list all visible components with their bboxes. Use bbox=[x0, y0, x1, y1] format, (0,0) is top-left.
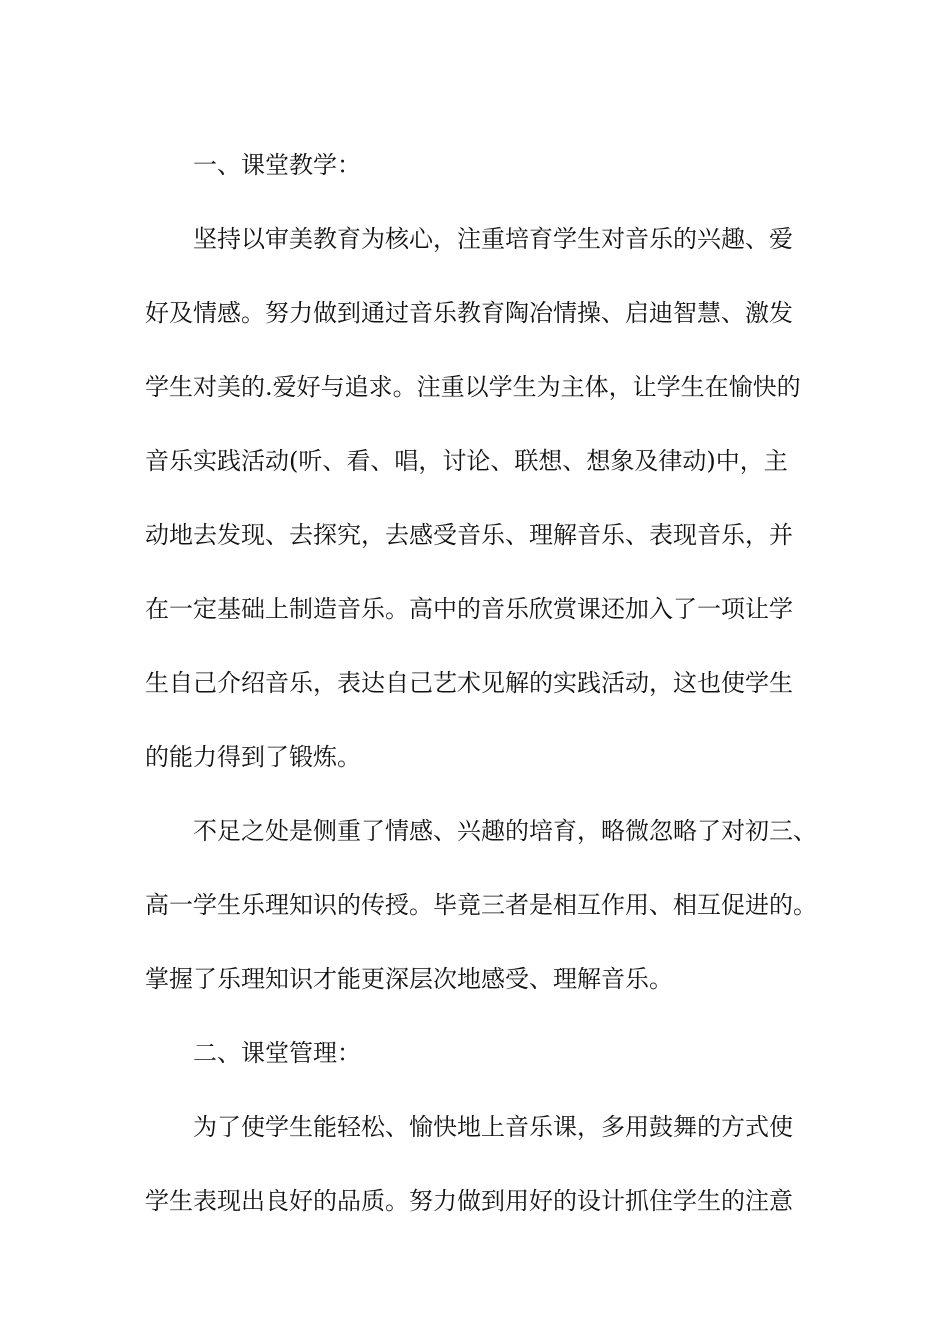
paragraph-line: 学生表现出良好的品质。努力做到用好的设计抓住学生的注意 bbox=[145, 1187, 793, 1215]
paragraph-line: 高一学生乐理知识的传授。毕竟三者是相互作用、相互促进的。 bbox=[145, 891, 817, 919]
paragraph-line: 掌握了乐理知识才能更深层次地感受、理解音乐。 bbox=[145, 965, 673, 993]
paragraph-line: 动地去发现、去探究，去感受音乐、理解音乐、表现音乐，并 bbox=[145, 521, 793, 549]
paragraph-line: 学生对美的.爱好与追求。注重以学生为主体，让学生在愉快的 bbox=[145, 373, 801, 401]
paragraph-line: 音乐实践活动(听、看、唱，讨论、联想、想象及律动)中，主 bbox=[145, 447, 788, 475]
paragraph-line: 为了使学生能轻松、愉快地上音乐课，多用鼓舞的方式使 bbox=[193, 1113, 793, 1141]
paragraph-line: 不足之处是侧重了情感、兴趣的培育，略微忽略了对初三、 bbox=[193, 817, 817, 845]
paragraph-line: 坚持以审美教育为核心，注重培育学生对音乐的兴趣、爱 bbox=[193, 225, 793, 253]
paragraph-line: 在一定基础上制造音乐。高中的音乐欣赏课还加入了一项让学 bbox=[145, 595, 793, 623]
paragraph-line: 生自己介绍音乐，表达自己艺术见解的实践活动，这也使学生 bbox=[145, 669, 793, 697]
paragraph-line: 的能力得到了锻炼。 bbox=[145, 743, 361, 771]
paragraph-line: 好及情感。努力做到通过音乐教育陶冶情操、启迪智慧、激发 bbox=[145, 299, 793, 327]
document-body bbox=[145, 128, 817, 1238]
section-heading-classroom-teaching: 一、课堂教学： bbox=[193, 151, 361, 179]
section-heading-classroom-management: 二、课堂管理： bbox=[193, 1039, 361, 1067]
